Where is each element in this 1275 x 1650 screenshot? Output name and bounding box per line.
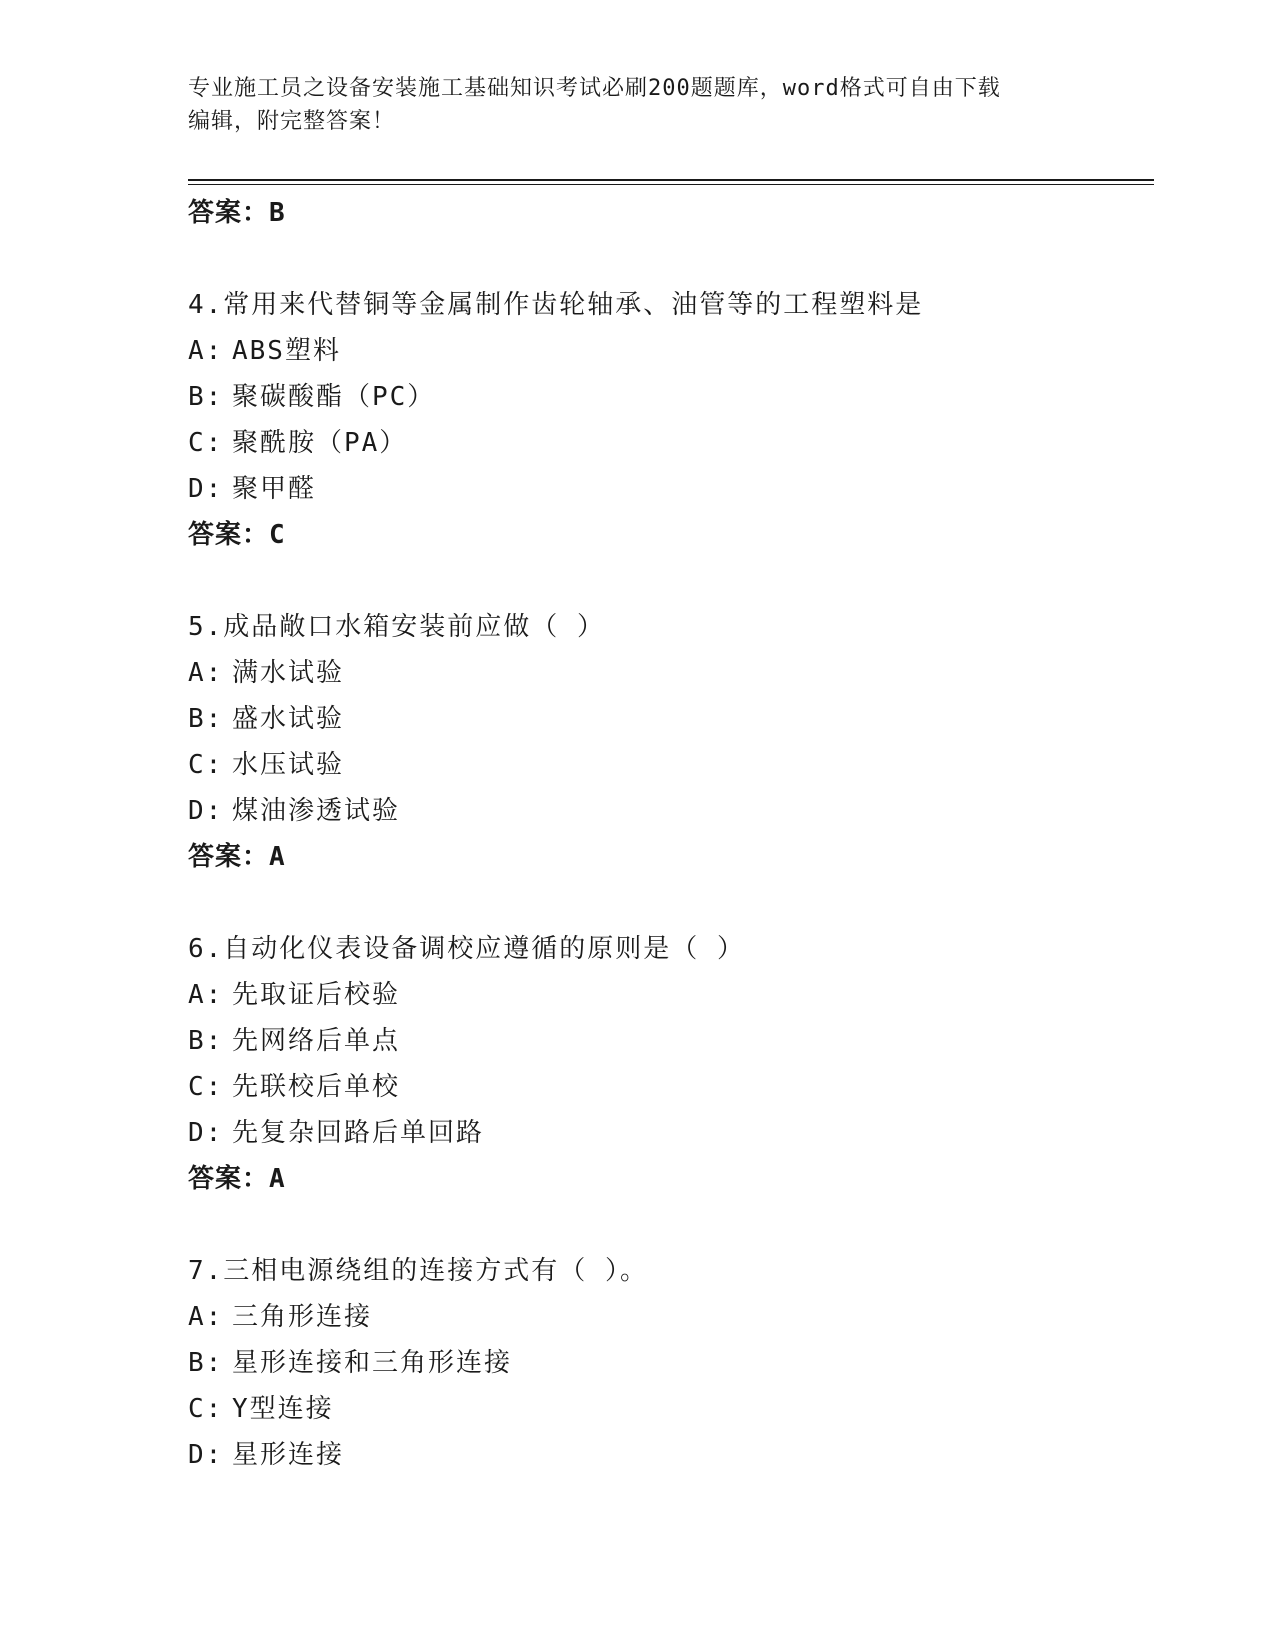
option-key: C: — [188, 1072, 224, 1102]
question-item — [188, 282, 1154, 558]
option-key: D: — [188, 474, 224, 504]
question-item — [188, 926, 1154, 1202]
option-text: 聚碳酸酯（PC） — [232, 382, 436, 412]
option-text: 先取证后校验 — [232, 980, 401, 1010]
question-item — [188, 1248, 1154, 1478]
answer-label: 答案：A — [188, 842, 286, 872]
option-d — [188, 788, 1154, 834]
option-key: A: — [188, 658, 224, 688]
option-d — [188, 466, 1154, 512]
option-key: D: — [188, 796, 224, 826]
option-text: 先复杂回路后单回路 — [232, 1118, 485, 1148]
option-text: ABS塑料 — [232, 336, 341, 366]
option-key: A: — [188, 1302, 224, 1332]
answer-label: 答案：A — [188, 1164, 286, 1194]
option-text: 先网络后单点 — [232, 1026, 401, 1056]
question-text: 5.成品敞口水箱安装前应做（ ） — [188, 612, 605, 642]
option-b — [188, 696, 1154, 742]
answer-label: 答案：C — [188, 520, 286, 550]
question-text: 4.常用来代替铜等金属制作齿轮轴承、油管等的工程塑料是 — [188, 290, 924, 320]
option-c — [188, 742, 1154, 788]
option-text: 盛水试验 — [232, 704, 345, 734]
question-text: 6.自动化仪表设备调校应遵循的原则是（ ） — [188, 934, 745, 964]
header-divider-thick — [188, 179, 1154, 181]
option-b — [188, 1340, 1154, 1386]
option-c — [188, 1386, 1154, 1432]
option-key: C: — [188, 1394, 224, 1424]
option-a — [188, 1294, 1154, 1340]
question-text: 7.三相电源绕组的连接方式有（ ）。 — [188, 1256, 648, 1286]
option-d — [188, 1110, 1154, 1156]
option-text: 先联校后单校 — [232, 1072, 401, 1102]
option-key: B: — [188, 1348, 224, 1378]
option-text: 满水试验 — [232, 658, 345, 688]
option-key: B: — [188, 382, 224, 412]
option-text: 煤油渗透试验 — [232, 796, 401, 826]
option-c — [188, 420, 1154, 466]
option-text: 三角形连接 — [232, 1302, 373, 1332]
option-a — [188, 972, 1154, 1018]
option-key: A: — [188, 336, 224, 366]
header-title-line-1: 专业施工员之设备安装施工基础知识考试必刷200题题库，word格式可自由下载 — [188, 76, 1001, 101]
option-c — [188, 1064, 1154, 1110]
option-text: 星形连接 — [232, 1440, 345, 1470]
option-text: 聚甲醛 — [232, 474, 317, 504]
option-a — [188, 328, 1154, 374]
option-key: C: — [188, 750, 224, 780]
question-item — [188, 604, 1154, 880]
document-header — [188, 72, 1088, 138]
option-d — [188, 1432, 1154, 1478]
option-key: C: — [188, 428, 224, 458]
header-divider-thin — [188, 184, 1154, 185]
option-text: Y型连接 — [232, 1394, 334, 1424]
option-key: B: — [188, 1026, 224, 1056]
option-text: 水压试验 — [232, 750, 345, 780]
option-key: A: — [188, 980, 224, 1010]
answer-label: 答案：B — [188, 198, 286, 228]
option-b — [188, 374, 1154, 420]
option-key: D: — [188, 1118, 224, 1148]
question-list — [188, 190, 1154, 1478]
option-a — [188, 650, 1154, 696]
option-key: B: — [188, 704, 224, 734]
option-key: D: — [188, 1440, 224, 1470]
option-text: 星形连接和三角形连接 — [232, 1348, 513, 1378]
header-title-line-2: 编辑，附完整答案！ — [188, 109, 396, 134]
option-text: 聚酰胺（PA） — [232, 428, 408, 458]
option-b — [188, 1018, 1154, 1064]
